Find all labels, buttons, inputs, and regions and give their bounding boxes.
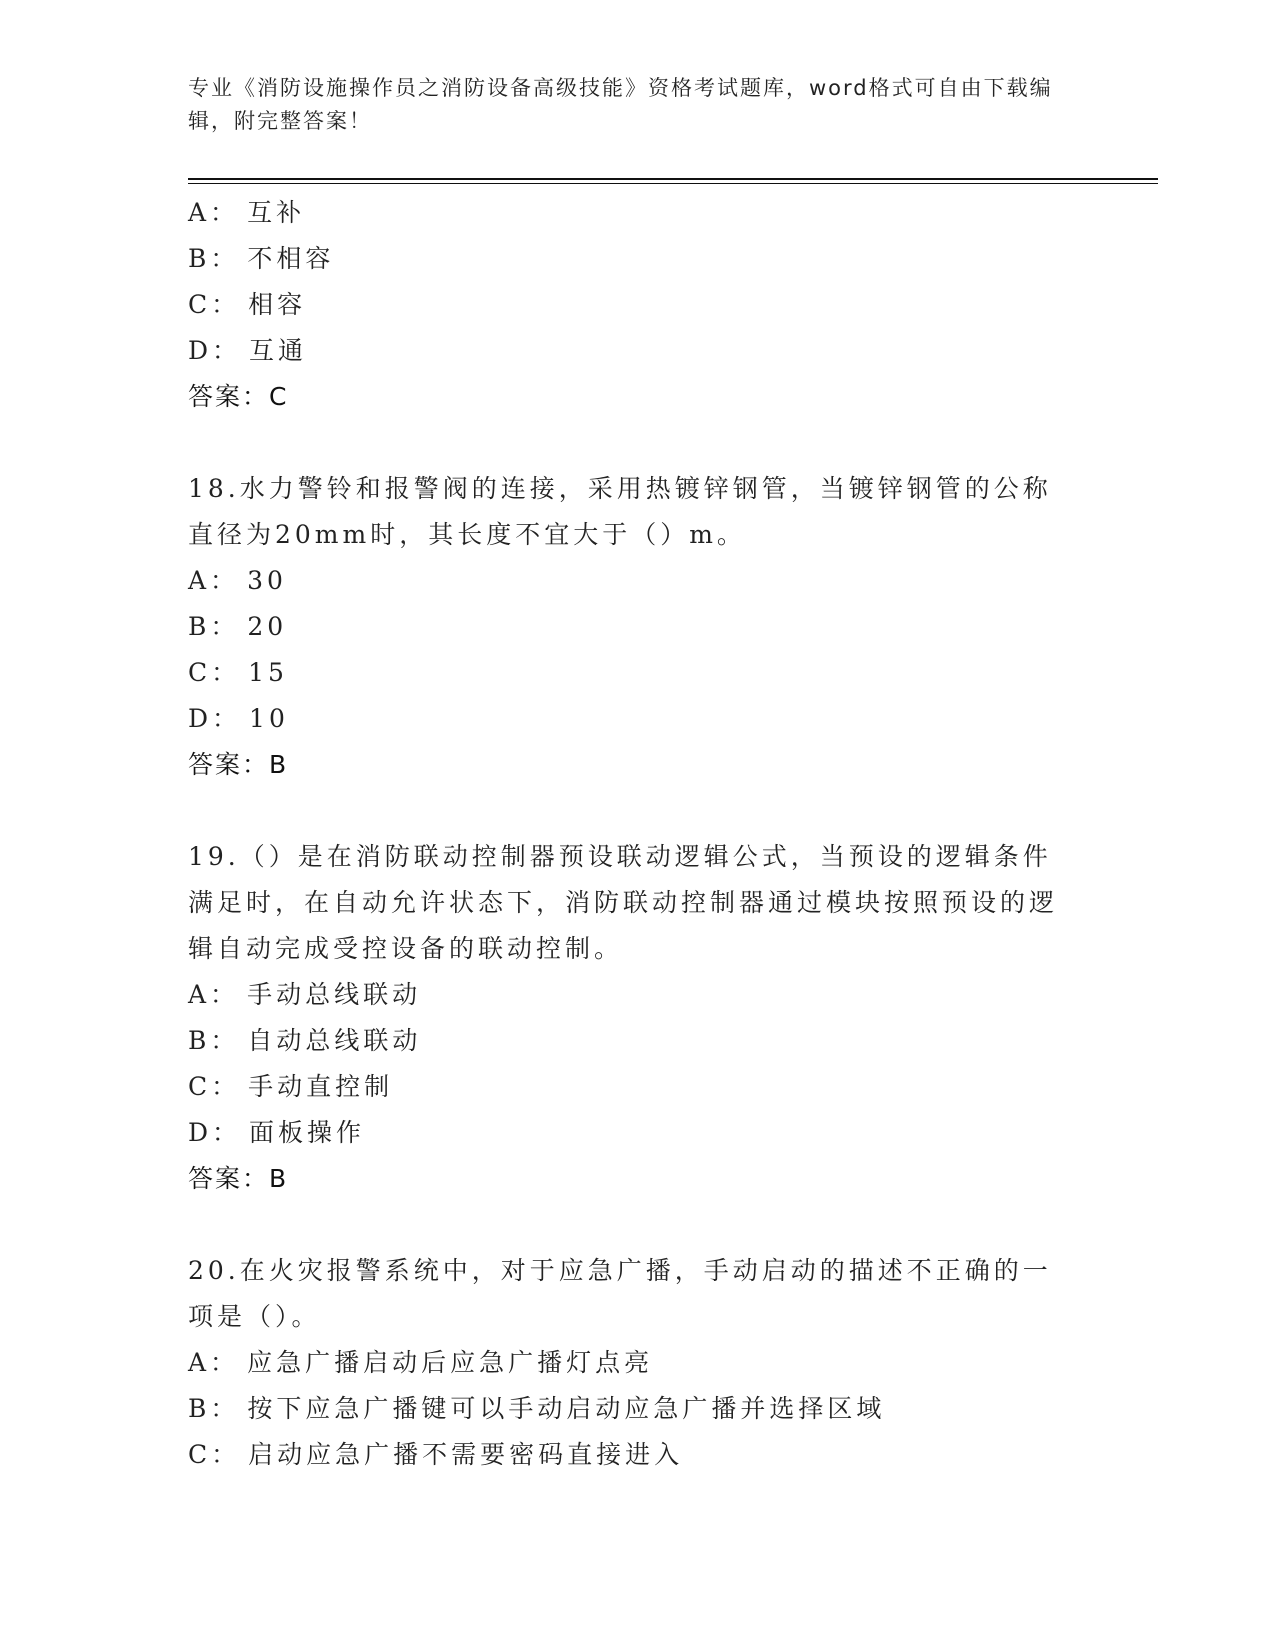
- option-c: C： 手动直控制: [188, 1072, 394, 1101]
- answer: 答案：B: [188, 1164, 289, 1193]
- option-d: D： 互通: [188, 336, 308, 365]
- option-c: C： 15: [188, 658, 288, 687]
- answer: 答案：B: [188, 750, 289, 779]
- option-a: A： 30: [188, 566, 287, 595]
- question-17: [188, 190, 1088, 420]
- header-rule-thick: [188, 178, 1158, 180]
- option-b: B： 按下应急广播键可以手动启动应急广播并选择区域: [188, 1394, 886, 1423]
- question-18: [188, 466, 1088, 788]
- option-a: A： 手动总线联动: [188, 980, 422, 1009]
- option-c: C： 启动应急广播不需要密码直接进入: [188, 1440, 684, 1469]
- page-header: 专业《消防设施操作员之消防设备高级技能》资格考试题库，word格式可自由下载编辑，附完整答案！: [188, 76, 1053, 133]
- option-b: B： 不相容: [188, 244, 335, 273]
- question-stem: 20.在火灾报警系统中，对于应急广播，手动启动的描述不正确的一项是（）。: [188, 1256, 1052, 1331]
- option-a: A： 应急广播启动后应急广播灯点亮: [188, 1348, 654, 1377]
- question-content: [188, 190, 1088, 1478]
- option-b: B： 20: [188, 612, 288, 641]
- question-stem: 19.（）是在消防联动控制器预设联动逻辑公式，当预设的逻辑条件满足时，在自动允许状态下，消防联动控制器通过模块按照预设的逻辑自动完成受控设备的联动控制。: [188, 842, 1059, 963]
- spacer: [188, 420, 1088, 466]
- answer: 答案：C: [188, 382, 289, 411]
- option-a: A： 互补: [188, 198, 306, 227]
- spacer: [188, 788, 1088, 834]
- option-d: D： 面板操作: [188, 1118, 366, 1147]
- spacer: [188, 1202, 1088, 1248]
- header-rule-thin: [188, 183, 1158, 184]
- question-stem: 18.水力警铃和报警阀的连接，采用热镀锌钢管，当镀锌钢管的公称直径为20mm时，其长度不宜大于（）m。: [188, 474, 1052, 549]
- option-b: B： 自动总线联动: [188, 1026, 422, 1055]
- option-c: C： 相容: [188, 290, 307, 319]
- question-20: [188, 1248, 1088, 1478]
- question-19: [188, 834, 1088, 1202]
- option-d: D： 10: [188, 704, 289, 733]
